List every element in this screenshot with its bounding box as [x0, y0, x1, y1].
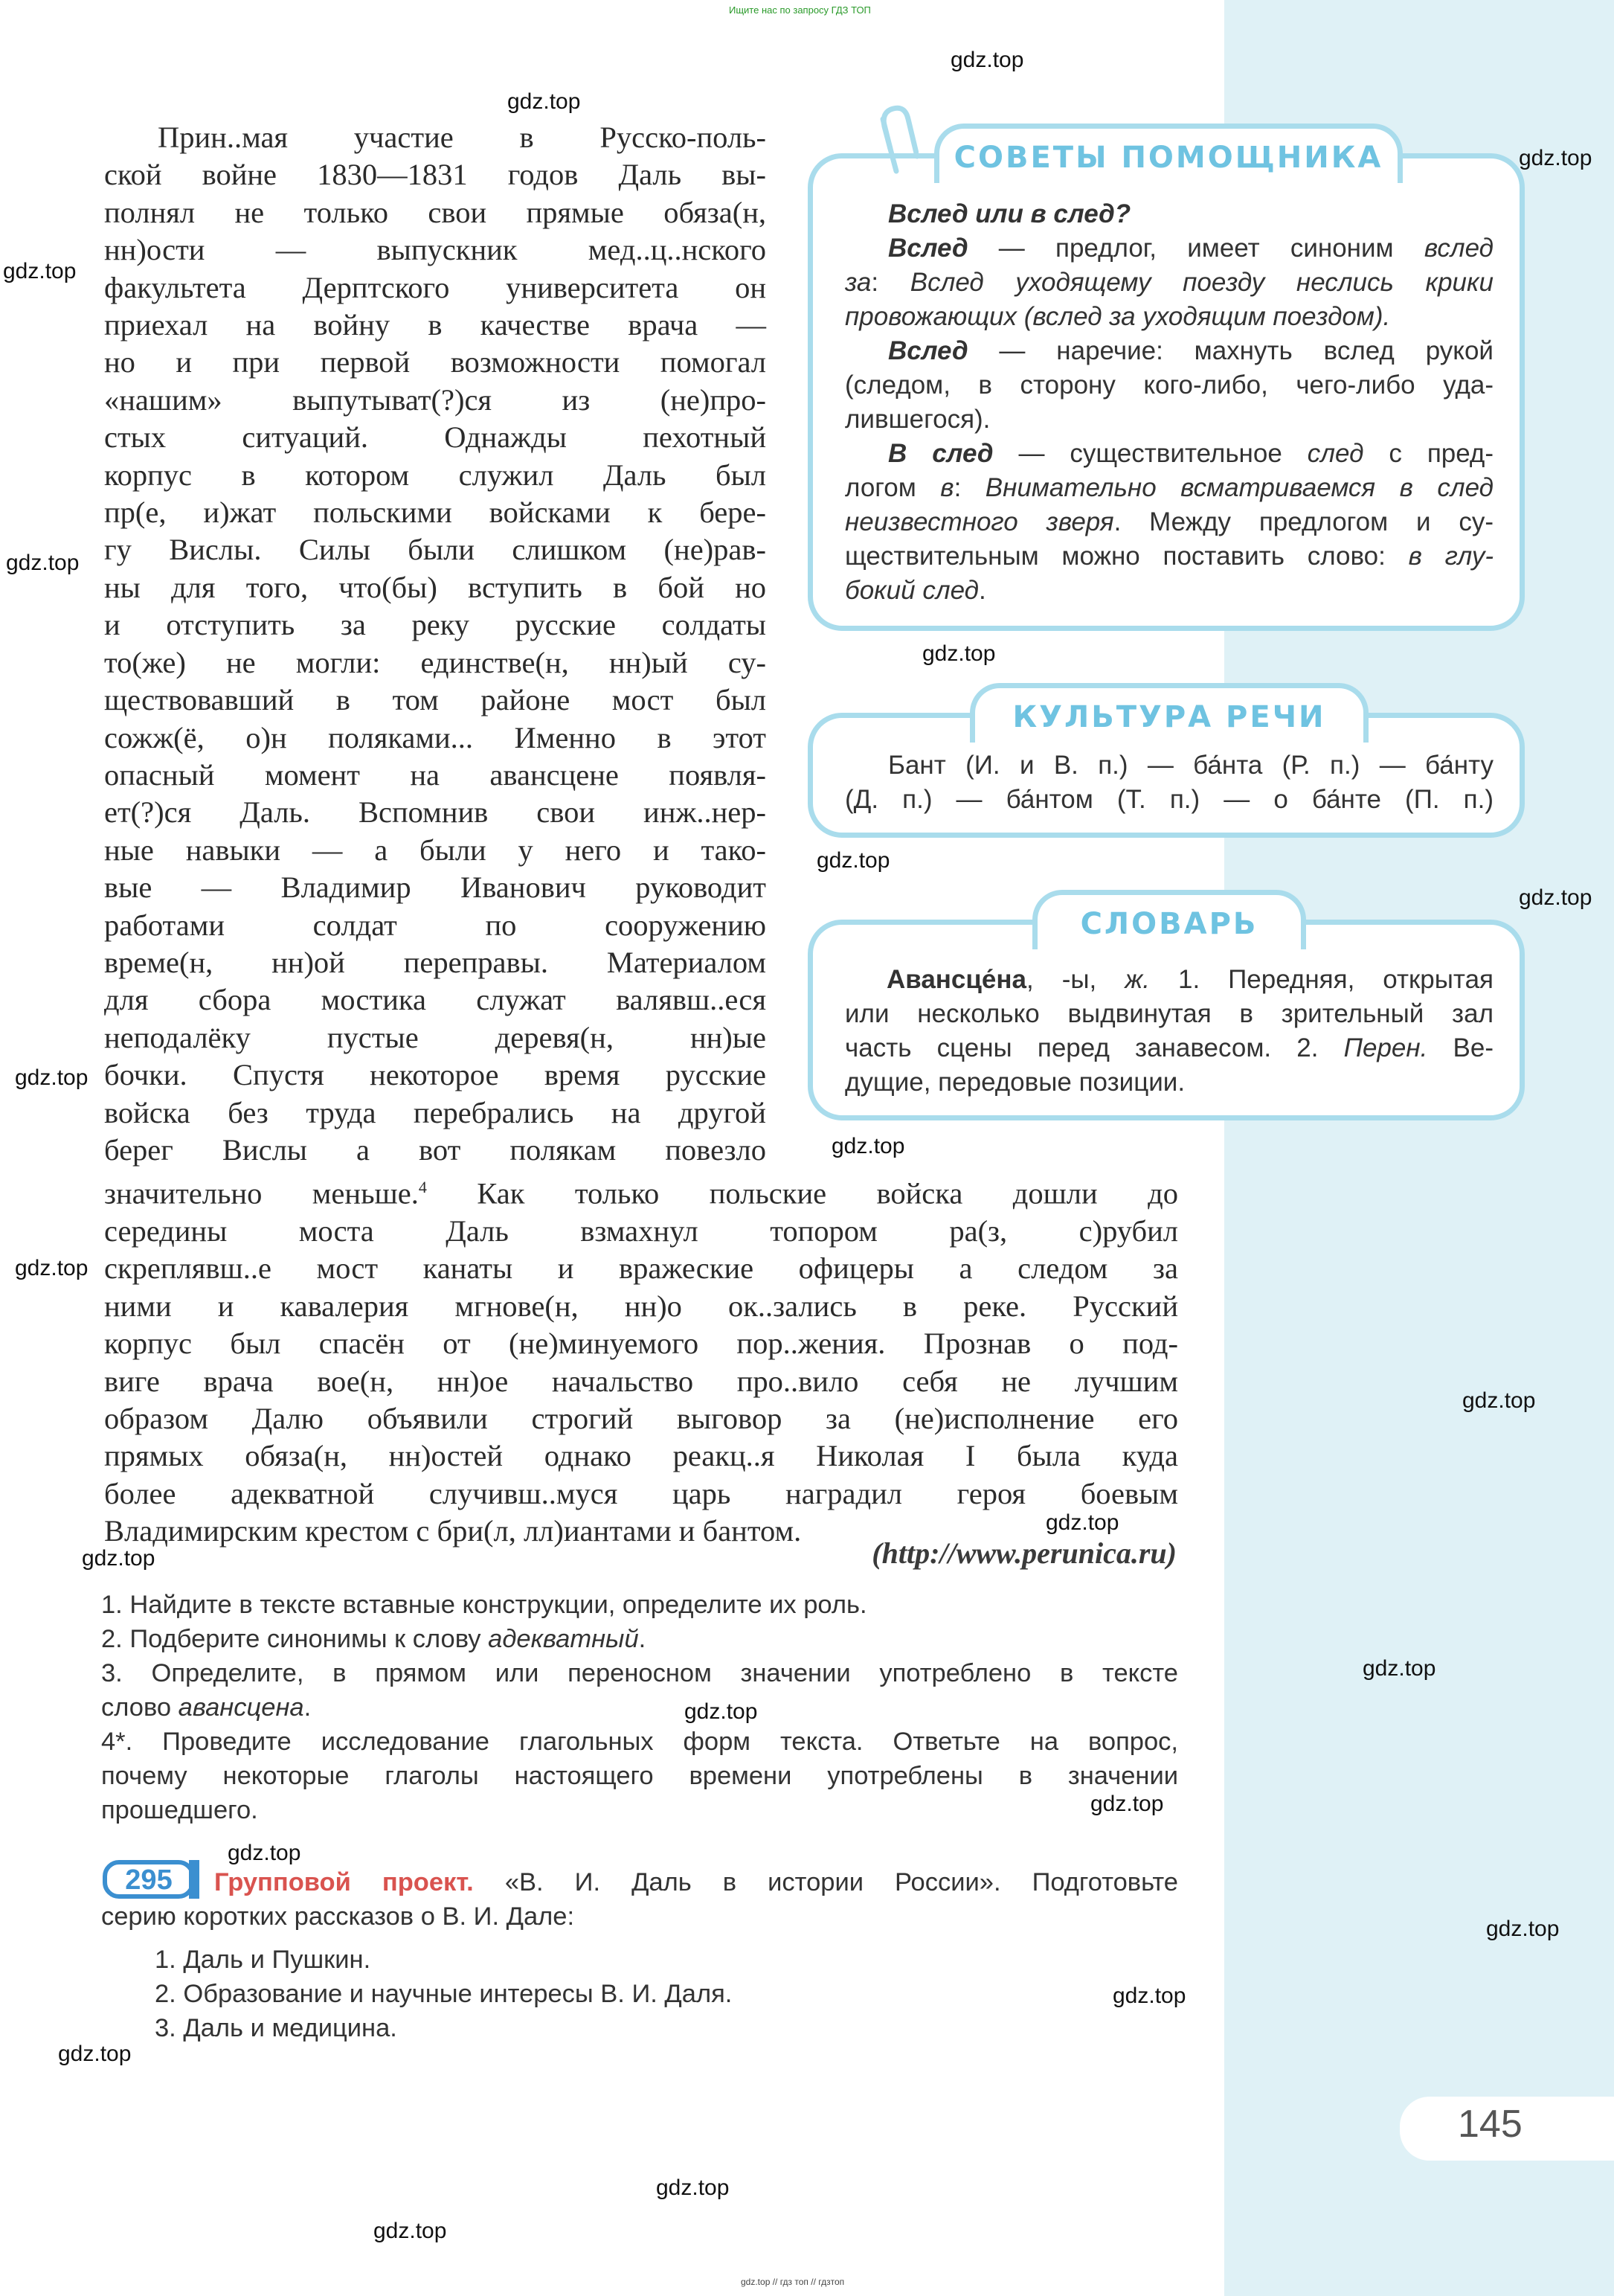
text-line: более адекватной случивш..муся царь наградил героя боевым	[104, 1476, 1178, 1510]
page-number: 145	[1458, 2103, 1523, 2146]
text-line: работами солдат по сооружению	[104, 908, 766, 942]
paperclip-icon	[874, 97, 919, 179]
dictionary-box-title: СЛОВАРЬ	[1032, 890, 1306, 949]
text-line: прямых обяза(н, нн)остей однако реакц..я Николая I была куда	[104, 1439, 1178, 1473]
text-line: вые — Владимир Иванович руководит	[104, 870, 766, 905]
advice-box-text	[845, 197, 1494, 608]
project-item: 1. Даль и Пушкин.	[155, 1946, 371, 1974]
text-line: но и при первой возможности помогал	[104, 345, 766, 379]
text-line: ществовавший в том районе мост был	[104, 683, 766, 717]
project-line: Групповой проект. «В. И. Даль в истории России». Подготовьте	[214, 1868, 1178, 1896]
text-line: бочки. Спустя некоторое время русские	[104, 1058, 766, 1092]
text-line: сожж(ё, о)н поляками... Именно в этот	[104, 720, 766, 754]
watermark: gdz.top	[6, 551, 80, 575]
task-item: 2. Подберите синонимы к слову адекватный.	[101, 1625, 646, 1653]
task-item: почему некоторые глаголы настоящего времени употреблены в значении	[101, 1762, 1178, 1790]
advice-line: бокий след.	[845, 576, 986, 605]
text-line: ет(?)ся Даль. Вспомнив свои инж..нер-	[104, 795, 766, 830]
watermark: gdz.top	[1519, 146, 1592, 170]
text-line: ны для того, что(бы) вступить в бой но	[104, 570, 766, 604]
watermark: gdz.top	[684, 1699, 758, 1724]
text-line: гу Вислы. Силы были слишком (не)рав-	[104, 533, 766, 567]
text-line: опасный момент на авансцене появля-	[104, 757, 766, 792]
text-line: факультета Дерптского университета он	[104, 270, 766, 304]
text-line: нн)ости — выпускник мед..ц..нского	[104, 233, 766, 267]
text-line: приехал на войну в качестве врача —	[104, 308, 766, 342]
text-line: войска без труда перебрались на другой	[104, 1095, 766, 1129]
watermark: gdz.top	[58, 2042, 132, 2066]
advice-line: провожающих (вслед за уходящим поездом).	[845, 302, 1391, 331]
watermark: gdz.top	[656, 2175, 730, 2200]
culture-line: (Д. п.) — ба́нтом (Т. п.) — о ба́нте (П. п.)	[845, 785, 1494, 814]
text-line: ные навыки — а были у него и тако-	[104, 833, 766, 867]
header-note: Ищите нас по запросу ГДЗ ТОП	[729, 4, 871, 16]
text-line: корпус был спасён от (не)минуемого пор..жения. Прознав о под-	[104, 1327, 1178, 1361]
watermark: gdz.top	[1113, 1984, 1186, 2008]
text-line: Владимирским крестом с бри(л, лл)иантами и бантом.	[104, 1514, 802, 1548]
watermark: gdz.top	[82, 1546, 155, 1571]
project-item: 2. Образование и научные интересы В. И. Даля.	[155, 1980, 733, 2008]
watermark: gdz.top	[1046, 1510, 1119, 1535]
project-line: серию коротких рассказов о В. И. Дале:	[101, 1902, 575, 1931]
culture-box-text	[845, 748, 1494, 817]
watermark: gdz.top	[507, 89, 581, 114]
footnote-mark: 4	[418, 1178, 427, 1196]
advice-line: (следом, в сторону кого-либо, чего-либо уда-	[845, 371, 1494, 400]
culture-line: Бант (И. и В. п.) — ба́нта (Р. п.) — ба́нту	[888, 751, 1494, 780]
advice-line: Вслед — предлог, имеет синоним вслед	[888, 234, 1494, 263]
watermark: gdz.top	[922, 641, 996, 666]
text-line: значительно меньше.$^4$ Как только польские войска дошли до	[104, 1176, 1178, 1210]
footer-note: gdz.top // гдз топ // гдзтоп	[741, 2277, 845, 2287]
advice-line: за: Вслед уходящему поезду неслись крики	[845, 268, 1494, 297]
watermark: gdz.top	[15, 1065, 89, 1090]
dictionary-box-text	[845, 963, 1494, 1100]
text-line: середины моста Даль взмахнул топором ра(з, с)рубил	[104, 1213, 1178, 1248]
watermark: gdz.top	[832, 1134, 905, 1158]
task-item: слово авансцена.	[101, 1693, 312, 1722]
dictionary-line: или несколько выдвинутая в зрительный зал	[845, 999, 1494, 1028]
text-line: пр(е, и)жат польскими войсками к бере-	[104, 496, 766, 530]
text-line: корпус в котором служил Даль был	[104, 458, 766, 492]
task-item: 3. Определите, в прямом или переносном значении употреблено в тексте	[101, 1659, 1178, 1687]
main-text-narrow	[104, 119, 766, 1169]
advice-line: Вслед — наречие: махнуть вслед рукой	[888, 336, 1494, 365]
task-item: 1. Найдите в тексте вставные конструкции, определите их роль.	[101, 1591, 867, 1619]
advice-line: В след — существительное след с пред-	[888, 439, 1494, 468]
watermark: gdz.top	[3, 259, 77, 283]
source-citation: (http://www.perunica.ru)	[872, 1536, 1177, 1570]
text-line: ской войне 1830—1831 годов Даль вы-	[104, 158, 766, 192]
dictionary-line: часть сцены перед занавесом. 2. Перен. Ве-	[845, 1033, 1494, 1062]
text-line: скреплявш..е мост канаты и вражеские офицеры а следом за	[104, 1251, 1178, 1286]
tasks-list	[101, 1588, 1178, 1827]
advice-line: логом в: Внимательно всматриваемся в след	[845, 473, 1494, 502]
text-line: для сбора мостика служат валявш..еся	[104, 983, 766, 1017]
text-line: виге врача вое(н, нн)ое начальство про..вило себя не лучшим	[104, 1364, 1178, 1398]
advice-line: неизвестного зверя. Между предлогом и су-	[845, 507, 1494, 536]
task-item: 4*. Проведите исследование глагольных форм текста. Ответьте на вопрос,	[101, 1728, 1178, 1756]
project-items	[101, 1943, 1178, 2045]
culture-box-title: КУЛЬТУРА РЕЧИ	[970, 683, 1369, 743]
text-line: то(же) не могли: единстве(н, нн)ый су-	[104, 645, 766, 679]
advice-line: лившегося).	[845, 405, 991, 434]
text-line: и отступить за реку русские солдаты	[104, 608, 766, 642]
text-line: време(н, нн)ой переправы. Материалом	[104, 945, 766, 979]
watermark: gdz.top	[951, 48, 1024, 72]
text-line: стых ситуаций. Однажды пехотный	[104, 420, 766, 455]
dictionary-line: Авансце́на, -ы, ж. 1. Передняя, открытая	[887, 965, 1494, 994]
project-block	[101, 1865, 1178, 2045]
watermark: gdz.top	[1486, 1917, 1560, 1941]
text-line: ними и кавалерия мгнове(н, нн)о ок..зались в реке. Русский	[104, 1289, 1178, 1323]
main-text-wide	[104, 1169, 1178, 1551]
exercise-number-badge: 295	[103, 1860, 195, 1899]
text-line: «нашим» выпутыват(?)ся из (не)про-	[104, 382, 766, 417]
project-item: 3. Даль и медицина.	[155, 2014, 397, 2042]
watermark: gdz.top	[1363, 1656, 1436, 1681]
watermark: gdz.top	[817, 848, 890, 873]
watermark: gdz.top	[1519, 885, 1592, 910]
text-line: берег Вислы а вот полякам повезло	[104, 1132, 766, 1167]
text-line: неподалёку пустые деревя(н, нн)ые	[104, 1020, 766, 1054]
watermark: gdz.top	[15, 1256, 89, 1280]
watermark: gdz.top	[373, 2219, 447, 2243]
advice-box-title: СОВЕТЫ ПОМОЩНИКА	[934, 124, 1403, 183]
project-title: Групповой проект.	[214, 1868, 474, 1896]
text-line: полнял не только свои прямые обяза(н,	[104, 195, 766, 229]
watermark: gdz.top	[1462, 1388, 1536, 1413]
watermark: gdz.top	[228, 1841, 301, 1865]
dictionary-line: дущие, передовые позиции.	[845, 1068, 1186, 1097]
watermark: gdz.top	[1090, 1792, 1164, 1816]
advice-question: Вслед или в след?	[888, 199, 1131, 228]
advice-line: ществительным можно поставить слово: в глу-	[845, 542, 1494, 571]
task-item: прошедшего.	[101, 1796, 258, 1824]
text-line: Прин..мая участие в Русско-поль-	[158, 121, 766, 154]
text-line: образом Далю объявили строгий выговор за (не)исполнение его	[104, 1401, 1178, 1435]
